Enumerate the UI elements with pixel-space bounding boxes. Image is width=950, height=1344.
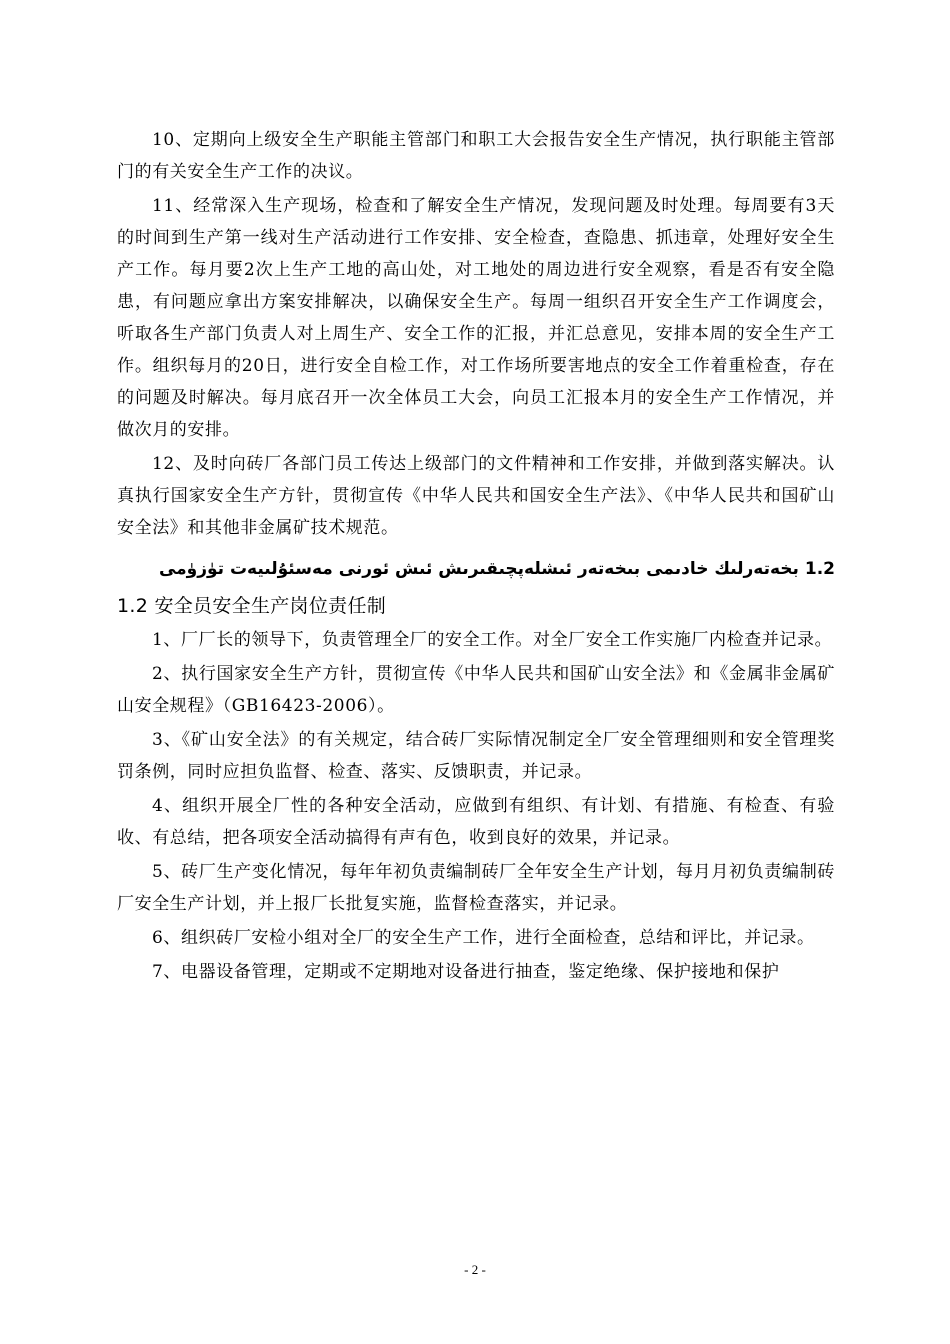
section-heading: 1.2 安全员安全生产岗位责任制 [117, 595, 387, 617]
paragraph-item-11: 11、经常深入生产现场，检查和了解安全生产情况，发现问题及时处理。每周要有3天的时间到生产第一线对生产活动进行工作安排、安全检查，查隐患、抓违章，处理好安全生产工作。每月要2次上生产工地的高山处，对工地处的周边进行安全观察，看是否有安全隐患，有问题应拿出方案安排解决，以确保安全生产。每周一组织召开安全生产工作调度会，听取各生产部门负责人对上周生产、安全工作的汇报，并汇总意见，安排本周的安全生产工作。组织每月的20日，进行安全自检工作，对工作场所要害地点的安全工作着重检查，存在的问题及时解决。每月底召开一次全体员工大会，向员工汇报本月的安全生产工作情况，并做次月的安排。 [117, 196, 835, 440]
paragraph-item-3: 3、《矿山安全法》的有关规定，结合砖厂实际情况制定全厂安全管理细则和安全管理奖罚条例，同时应担负监督、检查、落实、反馈职责，并记录。 [117, 730, 835, 782]
page-body [117, 124, 835, 988]
paragraph-item-4: 4、组织开展全厂性的各种安全活动，应做到有组织、有计划、有措施、有检查、有验收、有总结，把各项安全活动搞得有声有色，收到良好的效果，并记录。 [117, 796, 835, 848]
paragraph-item-10: 10、定期向上级安全生产职能主管部门和职工大会报告安全生产情况，执行职能主管部门的有关安全生产工作的决议。 [117, 130, 835, 182]
page-number: - 2 - [464, 1262, 486, 1277]
paragraph-item-7: 7、电器设备管理，定期或不定期地对设备进行抽查，鉴定绝缘、保护接地和保护 [152, 962, 780, 982]
paragraph-item-6: 6、组织砖厂安检小组对全厂的安全生产工作，进行全面检查，总结和评比，并记录。 [152, 928, 815, 948]
uyghur-section-heading: 1.2 بخەتەرلىك خادىمى بىخەتەر ئىشلەپچىقىرىش ئىش ئورنى مەسئۇلىيەت تۈزۈمى [158, 559, 835, 579]
paragraph-item-12: 12、及时向砖厂各部门员工传达上级部门的文件精神和工作安排，并做到落实解决。认真执行国家安全生产方针，贯彻宣传《中华人民共和国安全生产法》、《中华人民共和国矿山安全法》和其他非金属矿技术规范。 [117, 454, 835, 538]
paragraph-item-1: 1、厂厂长的领导下，负责管理全厂的安全工作。对全厂安全工作实施厂内检查并记录。 [152, 630, 833, 650]
paragraph-item-2: 2、执行国家安全生产方针，贯彻宣传《中华人民共和国矿山安全法》和《金属非金属矿山安全规程》（GB16423-2006）。 [117, 664, 835, 716]
paragraph-item-5: 5、砖厂生产变化情况，每年年初负责编制砖厂全年安全生产计划，每月月初负责编制砖厂安全生产计划，并上报厂长批复实施，监督检查落实，并记录。 [117, 862, 835, 914]
